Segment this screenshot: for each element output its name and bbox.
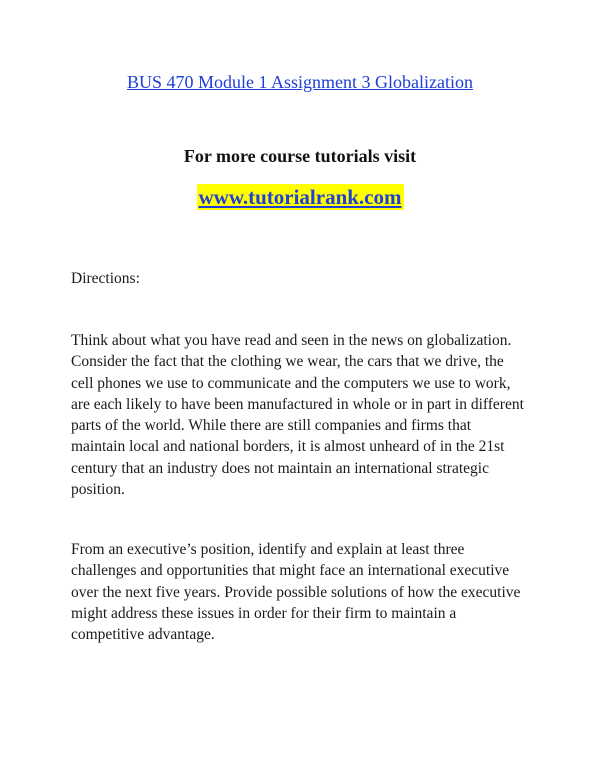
- promo-url-container: [0, 184, 600, 210]
- paragraph-line: From an executive’s position, identify and explain at least three: [71, 541, 465, 558]
- paragraph-line: maintain local and national borders, it is almost unheard of in the 21st: [71, 438, 505, 456]
- paragraph-line: competitive advantage.: [71, 626, 215, 644]
- paragraph-line: over the next five years. Provide possible solutions of how the executive: [71, 583, 521, 601]
- paragraph-executive-task: [71, 539, 541, 645]
- paragraph-line: parts of the world. While there are still companies and firms that: [71, 417, 472, 435]
- document-title-link[interactable]: BUS 470 Module 1 Assignment 3 Globalization: [127, 72, 473, 92]
- directions-label: Directions:: [71, 270, 140, 287]
- paragraph-globalization: [71, 330, 541, 500]
- paragraph-line: cell phones we use to communicate and the computers we use to work,: [71, 374, 511, 392]
- paragraph-line: challenges and opportunities that might face an international executive: [71, 562, 510, 580]
- paragraph-line: century that an industry does not maintain an international strategic: [71, 459, 489, 477]
- paragraph-line: might address these issues in order for their firm to maintain a: [71, 604, 457, 622]
- paragraph-line: Consider the fact that the clothing we wear, the cars that we drive, the: [71, 353, 504, 371]
- paragraph-line: are each likely to have been manufactured in whole or in part in different: [71, 395, 524, 413]
- paragraph-line: position.: [71, 481, 125, 499]
- promo-text: For more course tutorials visit: [183, 146, 417, 166]
- promo-url-link[interactable]: www.tutorialrank.com: [198, 185, 402, 209]
- paragraph-line: Think about what you have read and seen in the news on globalization.: [71, 332, 512, 349]
